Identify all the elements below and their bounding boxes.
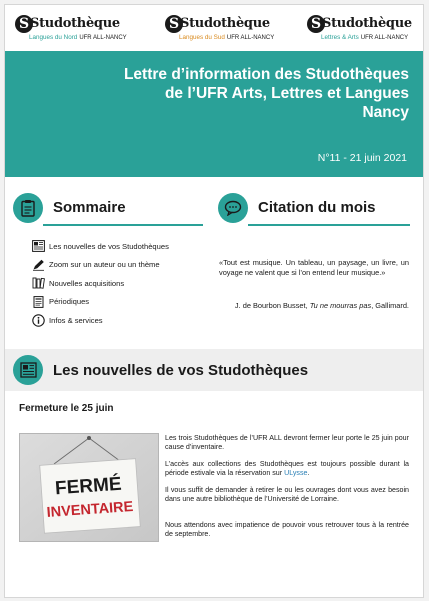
article-title: Fermeture le 25 juin <box>19 403 114 414</box>
logo-brand: Studothèque <box>30 16 120 31</box>
quote-text: «Tout est musique. Un tableau, un paysage, un livre, un voyage ne valent que si l’on entend leur musique.» <box>219 258 409 277</box>
pen-icon <box>31 258 45 272</box>
newsletter-title: Lettre d’information des Studothèques de l’UFR Arts, Lettres et Langues Nancy <box>123 66 409 121</box>
toc-item-acquisitions[interactable] <box>31 274 211 293</box>
article-paragraph-3: Il vous suffit de demander à retirer le ou les ouvrages dont vous avez besoin dans une autre bibliothèque de l’Université de Lorraine. <box>165 486 409 504</box>
magazine-icon <box>31 295 45 309</box>
toc-item-label: Infos & services <box>49 315 103 325</box>
logo-brand: Studothèque <box>180 16 270 31</box>
issue-number: N°11 - 21 juin 2021 <box>317 152 407 164</box>
clipboard-icon <box>13 193 43 223</box>
logo-subtitle: Langues du Nord UFR ALL-NANCY <box>29 34 127 41</box>
news-icon <box>31 239 45 253</box>
toc-item-zoom[interactable] <box>31 256 211 275</box>
studotheque-logo-mark: S <box>165 15 183 33</box>
news-header <box>13 355 417 385</box>
info-icon <box>31 313 45 327</box>
newsletter-page <box>4 4 424 598</box>
toc-item-label: Nouvelles acquisitions <box>49 278 125 288</box>
article-paragraph-2: L’accès aux collections des Studothèques est toujours possible durant la période estivale via la réservation sur ULysse. <box>165 460 409 478</box>
logo-subtitle: Langues du Sud UFR ALL-NANCY <box>179 34 275 41</box>
closed-sign-photo <box>19 433 159 542</box>
title-banner <box>5 51 423 177</box>
toc-item-periodiques[interactable] <box>31 293 211 312</box>
article-paragraph-1: Les trois Studothèques de l’UFR ALL devront fermer leur porte le 25 juin pour cause d’inventaire. <box>165 434 409 452</box>
citation-header <box>218 193 410 223</box>
news-heading: Les nouvelles de vos Studothèques <box>53 362 309 379</box>
closed-sign-illustration <box>20 434 158 541</box>
toc-item-label: Zoom sur un auteur ou un thème <box>49 260 160 270</box>
citation-heading: Citation du mois <box>258 199 376 216</box>
quote-work-title: Tu ne mourras pas <box>309 301 372 310</box>
citation-rule <box>248 224 410 226</box>
header-logos <box>5 11 423 51</box>
toc-item-label: Périodiques <box>49 297 90 307</box>
logo-brand: Studothèque <box>322 16 412 31</box>
ulysse-link[interactable]: ULysse <box>284 469 308 478</box>
quote-source: J. de Bourbon Busset, Tu ne mourras pas, Gallimard. <box>234 301 409 310</box>
logo-subtitle: Lettres & Arts UFR ALL-NANCY <box>321 34 409 41</box>
article-paragraph-4: Nous attendons avec impatience de pouvoir vous retrouver tous à la rentrée de septembre. <box>165 521 409 539</box>
toc-item-infos[interactable] <box>31 311 211 330</box>
speech-bubble-icon <box>218 193 248 223</box>
sommaire-list <box>31 237 211 330</box>
toc-item-label: Les nouvelles de vos Studothèques <box>49 241 169 251</box>
sign-ferme-text: FERMÉ <box>54 473 123 500</box>
sommaire-header <box>13 193 203 223</box>
news-section-band <box>5 349 423 391</box>
studotheque-logo-mark: S <box>15 15 33 33</box>
newspaper-icon <box>13 355 43 385</box>
books-icon <box>31 276 45 290</box>
toc-item-nouvelles[interactable] <box>31 237 211 256</box>
studotheque-logo-mark: S <box>307 15 325 33</box>
sommaire-heading: Sommaire <box>53 199 126 216</box>
sign-inventaire-text: INVENTAIRE <box>46 498 134 521</box>
sommaire-rule <box>43 224 203 226</box>
